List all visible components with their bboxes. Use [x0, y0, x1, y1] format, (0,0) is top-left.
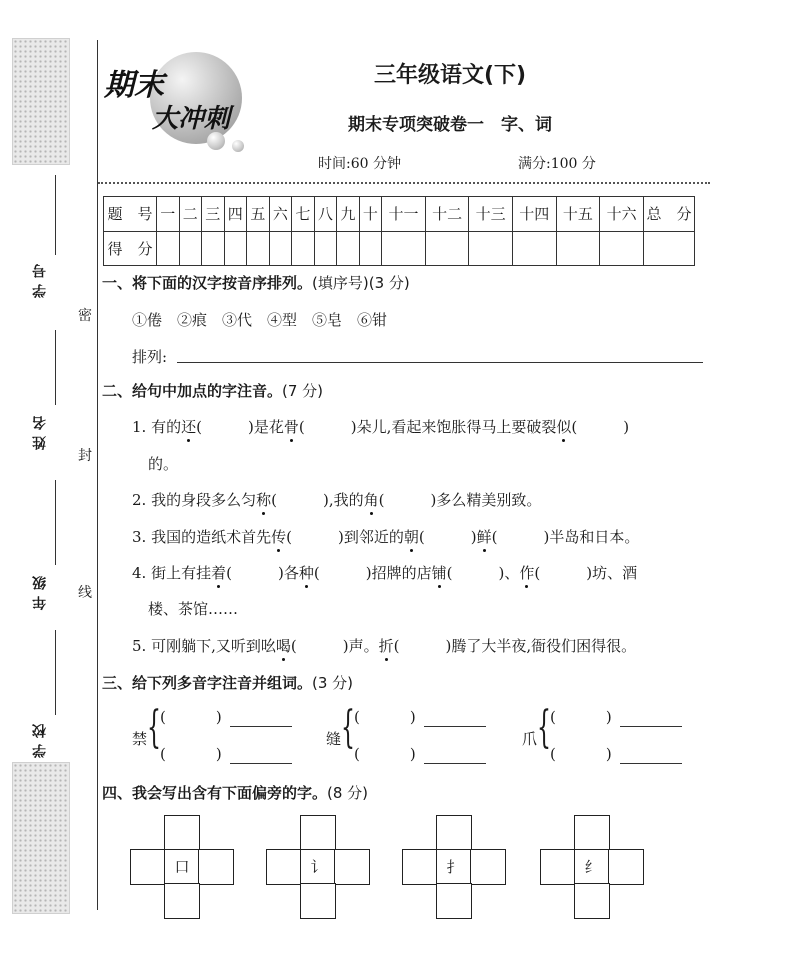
score-input-cell[interactable] — [556, 231, 600, 266]
score-table-score-row — [104, 231, 695, 266]
polyphone-char: 禁 — [132, 730, 148, 748]
seal-char-mi: 密 — [78, 308, 92, 324]
q1-items: ①倦 ②痕 ③代 ④型 ⑤皂 ⑥钳 — [132, 311, 388, 329]
dotted-char: 着 — [211, 564, 227, 582]
grid-cell[interactable] — [164, 883, 200, 919]
score-table-cell: 十五 — [556, 197, 600, 232]
pinyin-blank[interactable]: ( ) — [550, 708, 612, 726]
seal-char-feng: 封 — [78, 448, 92, 464]
score-table-cell: 七 — [292, 197, 315, 232]
dotted-char: 似 — [556, 418, 572, 436]
score-table-cell: 题 号 — [104, 197, 157, 232]
text: 多么精美别致。 — [436, 491, 542, 509]
q4-points: (8 分) — [327, 784, 369, 802]
pinyin-blank[interactable]: ( ) — [160, 708, 222, 726]
dotted-char: 称 — [256, 491, 272, 509]
score-table-cell: 十二 — [425, 197, 469, 232]
school-line — [55, 630, 56, 715]
full-score: 满分:100 分 — [518, 156, 596, 172]
name-line — [55, 330, 56, 405]
margin-pattern-bottom — [12, 762, 70, 914]
grid-cell[interactable] — [436, 883, 472, 919]
score-input-cell[interactable] — [512, 231, 556, 266]
q2-heading-text: 二、给句中加点的字注音。 — [102, 382, 283, 400]
score-input-cell[interactable] — [314, 231, 337, 266]
text: ,我的 — [328, 491, 364, 509]
grid-cell[interactable] — [540, 849, 576, 885]
q2-points: (7 分) — [282, 382, 324, 400]
polyphone-char: 爪 — [522, 730, 538, 748]
brace: { — [147, 702, 161, 753]
dotted-char: 折 — [378, 637, 394, 655]
score-table-cell: 十六 — [600, 197, 644, 232]
score-table — [103, 196, 695, 266]
score-input-cell[interactable] — [224, 231, 247, 266]
brace: { — [341, 702, 355, 753]
word-blank[interactable] — [230, 763, 292, 764]
school-label: 学校 — [32, 718, 48, 758]
dotted-char: 骨 — [283, 418, 299, 436]
dotted-char: 传 — [271, 528, 287, 546]
grid-cell[interactable] — [130, 849, 166, 885]
grid-cell[interactable] — [436, 815, 472, 851]
radical-cross-grid[interactable] — [130, 815, 234, 921]
grid-cell[interactable] — [266, 849, 302, 885]
score-table-cell: 十三 — [469, 197, 513, 232]
grid-cell[interactable] — [574, 883, 610, 919]
score-input-cell[interactable] — [425, 231, 469, 266]
score-table-cell: 十 — [359, 197, 382, 232]
q2-sentence-4-cont: 楼、茶馆…… — [148, 600, 239, 618]
pinyin-blank[interactable]: ( ) — [354, 745, 416, 763]
score-table-cell: 一 — [157, 197, 180, 232]
dotted-char: 还 — [181, 418, 197, 436]
score-table-cell: 二 — [179, 197, 202, 232]
grid-cell[interactable] — [470, 849, 506, 885]
text: 坊、酒 — [592, 564, 638, 582]
grid-cell[interactable] — [402, 849, 438, 885]
binding-line — [97, 40, 98, 910]
score-input-cell[interactable] — [359, 231, 382, 266]
pinyin-blank[interactable]: ( ) — [354, 708, 416, 726]
score-table-cell: 八 — [314, 197, 337, 232]
text: 是花 — [253, 418, 284, 436]
text: 2. 我的身段多么匀 — [132, 491, 257, 509]
score-table-cell: 六 — [269, 197, 292, 232]
word-blank[interactable] — [424, 726, 486, 727]
grade-label: 年级 — [32, 570, 48, 610]
dotted-char: 喝 — [275, 637, 291, 655]
q2-sentence-4: 4. 街上有挂着( )各种( )招牌的店铺( )、作( )坊、酒 — [132, 564, 638, 582]
polyphone-char: 缝 — [326, 730, 342, 748]
radical-cross-grid[interactable] — [266, 815, 370, 921]
score-table-header-row — [104, 197, 695, 232]
text: 各 — [283, 564, 299, 582]
score-input-cell[interactable] — [247, 231, 270, 266]
q3-heading — [102, 672, 353, 693]
dotted-char: 角 — [363, 491, 379, 509]
grid-cell[interactable] — [608, 849, 644, 885]
score-input-cell[interactable] — [469, 231, 513, 266]
q2-heading — [102, 380, 323, 401]
grid-cell[interactable] — [198, 849, 234, 885]
q2-sentence-1: 1. 有的还( )是花骨( )朵儿,看起来饱胀得马上要破裂似( ) — [132, 418, 630, 436]
logo-text-1: 期末 — [104, 68, 164, 103]
q2-sentence-3: 3. 我国的造纸术首先传( )到邻近的朝( )鲜( )半岛和日本。 — [132, 528, 640, 546]
q1-points: (填序号)(3 分) — [312, 274, 410, 292]
score-input-cell[interactable] — [337, 231, 360, 266]
dotted-char: 铺 — [431, 564, 447, 582]
grid-cell[interactable] — [334, 849, 370, 885]
q2-sentence-5: 5. 可刚躺下,又听到吆喝( )声。折( )腾了大半夜,衙役们困得很。 — [132, 637, 637, 655]
text: 4. 街上有挂 — [132, 564, 212, 582]
q3-heading-text: 三、给下列多音字注音并组词。 — [102, 674, 313, 692]
text: 1. 有的 — [132, 418, 182, 436]
score-table-cell: 五 — [247, 197, 270, 232]
dotted-char: 作 — [519, 564, 535, 582]
score-table-cell: 四 — [224, 197, 247, 232]
text: 、 — [504, 564, 520, 582]
text: 5. 可刚躺下,又听到吆 — [132, 637, 276, 655]
word-blank[interactable] — [620, 763, 682, 764]
header-divider — [98, 182, 710, 184]
score-table-cell: 十一 — [382, 197, 426, 232]
score-input-cell[interactable] — [644, 231, 695, 266]
text: 半岛和日本。 — [549, 528, 640, 546]
brace: { — [537, 702, 551, 753]
grid-cell[interactable] — [574, 815, 610, 851]
text: 到邻近的 — [343, 528, 404, 546]
logo-bubble — [232, 140, 244, 152]
q1-answer-label: 排列: — [132, 348, 168, 366]
grid-cell[interactable] — [300, 883, 336, 919]
q4-heading-text: 四、我会写出含有下面偏旁的字。 — [102, 784, 328, 802]
score-input-cell[interactable] — [292, 231, 315, 266]
score-table-cell: 得 分 — [104, 231, 157, 266]
pinyin-blank[interactable]: ( ) — [160, 745, 222, 763]
score-input-cell[interactable] — [269, 231, 292, 266]
q2-sentence-1-cont: 的。 — [148, 455, 179, 473]
score-input-cell[interactable] — [202, 231, 225, 266]
q3-points: (3 分) — [312, 674, 354, 692]
text: 3. 我国的造纸术首先 — [132, 528, 272, 546]
student-no-line — [55, 175, 56, 255]
q4-heading — [102, 782, 368, 803]
score-input-cell[interactable] — [382, 231, 426, 266]
score-table-cell: 总 分 — [644, 197, 695, 232]
dotted-char: 朝 — [403, 528, 419, 546]
word-blank[interactable] — [424, 763, 486, 764]
score-input-cell[interactable] — [600, 231, 644, 266]
grade-line — [55, 480, 56, 565]
score-table-cell: 三 — [202, 197, 225, 232]
seal-char-xian: 线 — [78, 585, 92, 601]
q1-heading-text: 一、将下面的汉字按音序排列。 — [102, 274, 313, 292]
score-input-cell[interactable] — [157, 231, 180, 266]
page-title: 三年级语文(下) — [373, 63, 527, 88]
q1-answer-line[interactable] — [177, 362, 703, 363]
radical-char: 纟 — [584, 858, 600, 876]
logo-text-2: 大冲刺 — [152, 104, 231, 134]
dotted-char: 鲜 — [476, 528, 492, 546]
pinyin-blank[interactable]: ( ) — [550, 745, 612, 763]
word-blank[interactable] — [230, 726, 292, 727]
radical-char: 口 — [174, 858, 190, 876]
text: 腾了大半夜,衙役们困得很。 — [451, 637, 637, 655]
radical-char: 讠 — [310, 858, 326, 876]
score-table-cell: 九 — [337, 197, 360, 232]
score-input-cell[interactable] — [179, 231, 202, 266]
student-no-label: 学号 — [32, 258, 48, 298]
q2-sentence-2: 2. 我的身段多么匀称( ),我的角( )多么精美别致。 — [132, 491, 542, 509]
text: 朵儿,看起来饱胀得马上要破裂 — [356, 418, 557, 436]
page-subtitle: 期末专项突破卷一 字、词 — [348, 115, 552, 135]
text: 声。 — [348, 637, 379, 655]
radical-cross-grid[interactable] — [540, 815, 644, 921]
name-label: 姓名 — [32, 410, 48, 450]
dotted-char: 种 — [298, 564, 314, 582]
radical-cross-grid[interactable] — [402, 815, 506, 921]
q1-heading — [102, 272, 410, 293]
radical-char: 扌 — [446, 858, 462, 876]
exam-time: 时间:60 分钟 — [318, 156, 401, 172]
grid-cell[interactable] — [164, 815, 200, 851]
text: 招牌的店 — [371, 564, 432, 582]
score-table-cell: 十四 — [512, 197, 556, 232]
word-blank[interactable] — [620, 726, 682, 727]
grid-cell[interactable] — [300, 815, 336, 851]
